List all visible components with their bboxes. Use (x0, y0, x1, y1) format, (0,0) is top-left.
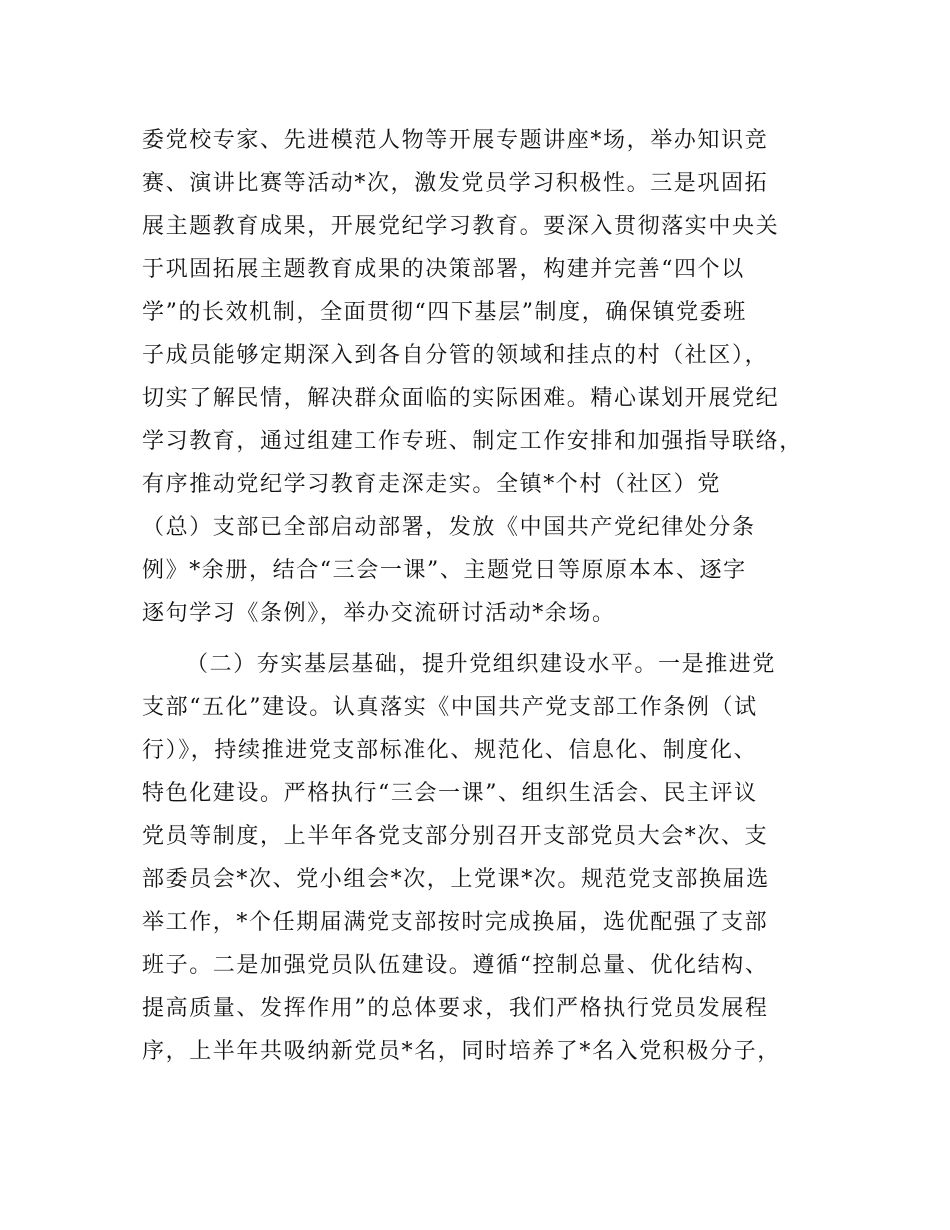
paragraph-2-line-1: （二）夯实基层基础，提升党组织建设水平。一是推进党 (186, 652, 777, 677)
paragraph-1-line-8: 学习教育，通过组建工作专班、制定工作安排和加强指导联络， (142, 429, 803, 454)
paragraph-2-line-6: 部委员会*次、党小组会*次，上党课*次。规范党支部换届选 (142, 867, 770, 892)
paragraph-1-line-6: 子成员能够定期深入到各自分管的领域和挂点的村（社区）， (142, 343, 769, 368)
paragraph-2-line-3: 行）》，持续推进党支部标准化、规范化、信息化、制度化、 (142, 738, 758, 763)
paragraph-2-line-5: 党员等制度，上半年各党支部分别召开支部党员大会*次、支 (142, 824, 769, 849)
paragraph-2-line-9: 提高质量、发挥作用”的总体要求，我们严格执行党员发展程 (142, 996, 769, 1021)
paragraph-1-line-9: 有序推动党纪学习教育走深走实。全镇*个村（社区）党 (142, 472, 722, 497)
paragraph-2-line-10: 序，上半年共吸纳新党员*名，同时培养了*名入党积极分子， (142, 1039, 781, 1064)
paragraph-1-line-1: 委党校专家、先进模范人物等开展专题讲座*场，举办知识竞 (142, 128, 769, 153)
paragraph-1-line-2: 赛、演讲比赛等活动*次，激发党员学习积极性。三是巩固拓 (142, 171, 769, 196)
paragraph-2-line-2: 支部“五化”建设。认真落实《中国共产党支部工作条例（试 (142, 695, 758, 720)
paragraph-1-line-11: 例》*余册，结合“三会一课”、主题党日等原原本本、逐字 (142, 558, 747, 583)
paragraph-1-line-12: 逐句学习《条例》，举办交流研讨活动*余场。 (142, 601, 616, 626)
paragraph-1-line-10: （总）支部已全部启动部署，发放《中国共产党纪律处分条 (142, 515, 756, 540)
paragraph-1-line-5: 学”的长效机制，全面贯彻“四下基层”制度，确保镇党委班 (142, 300, 747, 325)
paragraph-1-line-7: 切实了解民情，解决群众面临的实际困难。精心谋划开展党纪 (142, 386, 780, 411)
paragraph-2-line-4: 特色化建设。严格执行“三会一课”、组织生活会、民主评议 (142, 781, 758, 806)
paragraph-1-line-4: 于巩固拓展主题教育成果的决策部署，构建并完善“四个以 (142, 257, 745, 282)
paragraph-1-line-3: 展主题教育成果，开展党纪学习教育。要深入贯彻落实中央关 (142, 214, 780, 239)
paragraph-2-line-8: 班子。二是加强党员队伍建设。遵循“控制总量、优化结构、 (142, 953, 769, 978)
paragraph-2-line-7: 举工作，*个任期届满党支部按时完成换届，选优配强了支部 (142, 910, 769, 935)
